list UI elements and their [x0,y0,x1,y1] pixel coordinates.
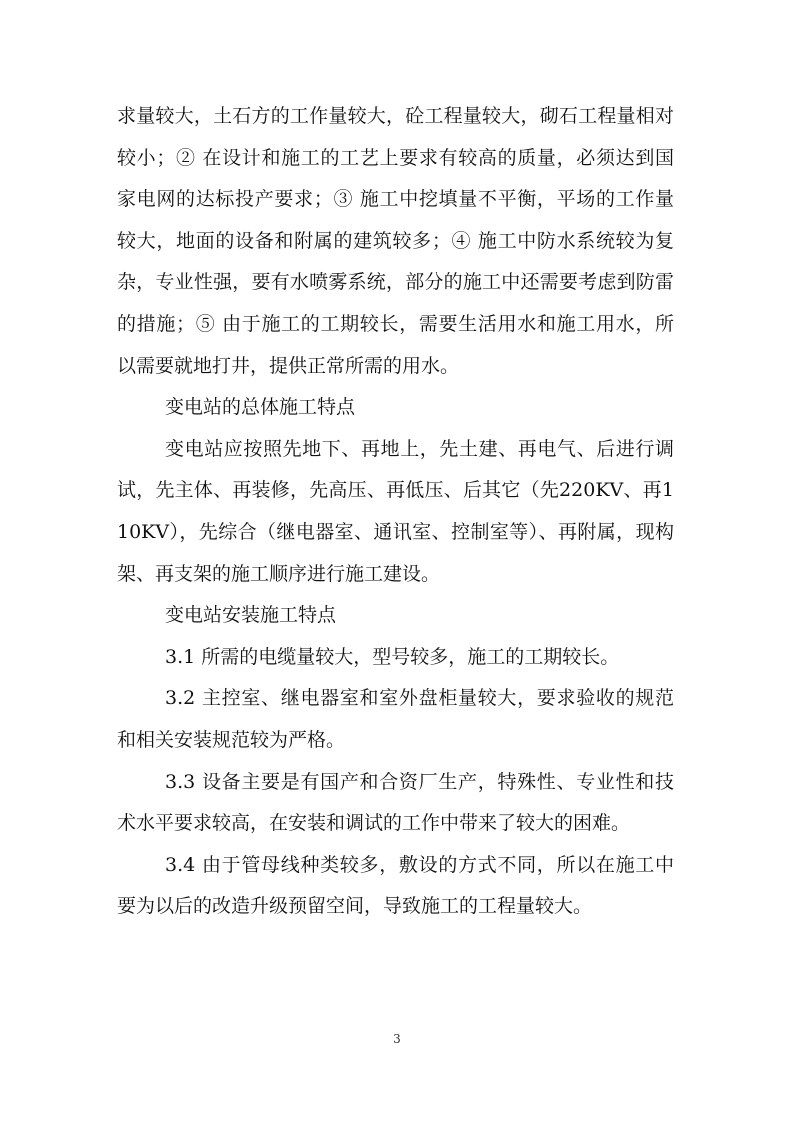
paragraph-3-2: 3.2 主控室、继电器室和室外盘柜量较大，要求验收的规范和相关安装规范较为严格。 [117,687,674,751]
page-number: 3 [393,1032,401,1046]
paragraph-3-1: 3.1 所需的电缆量较大，型号较多，施工的工期较长。 [165,645,620,668]
document-body [117,96,674,928]
section-heading-overall-construction: 变电站的总体施工特点 [165,396,356,419]
paragraph-continuation: 求量较大，土石方的工作量较大，砼工程量较大，砌石工程量相对较小；② 在设计和施工的工艺上要求有较高的质量，必须达到国家电网的达标投产要求；③ 施工中挖填量不平衡，平场的工作量较大，地面的设备和附属的建筑较多；④ 施工中防水系统较为复杂，专业性强，要有水喷雾系统，部分的施工中还需要考虑到防雷的措施；⑤ 由于施工的工期较长，需要生活用水和施工用水，所以需要就地打井，提供正常所需的用水。 [117,105,674,377]
paragraph-construction-sequence: 变电站应按照先地下、再地上，先土建、再电气、后进行调试，先主体、再装修，先高压、再低压、后其它（先220KV、再110KV），先综合（继电器室、通讯室、控制室等）、再附属，现构架、再支架的施工顺序进行施工建设。 [117,437,674,585]
section-heading-installation: 变电站安装施工特点 [165,604,337,627]
paragraph-3-3: 3.3 设备主要是有国产和合资厂生产，特殊性、专业性和技术水平要求较高，在安装和调试的工作中带来了较大的困难。 [117,770,674,835]
paragraph-3-4: 3.4 由于管母线种类较多，敷设的方式不同，所以在施工中要为以后的改造升级预留空间，导致施工的工程量较大。 [117,853,674,918]
